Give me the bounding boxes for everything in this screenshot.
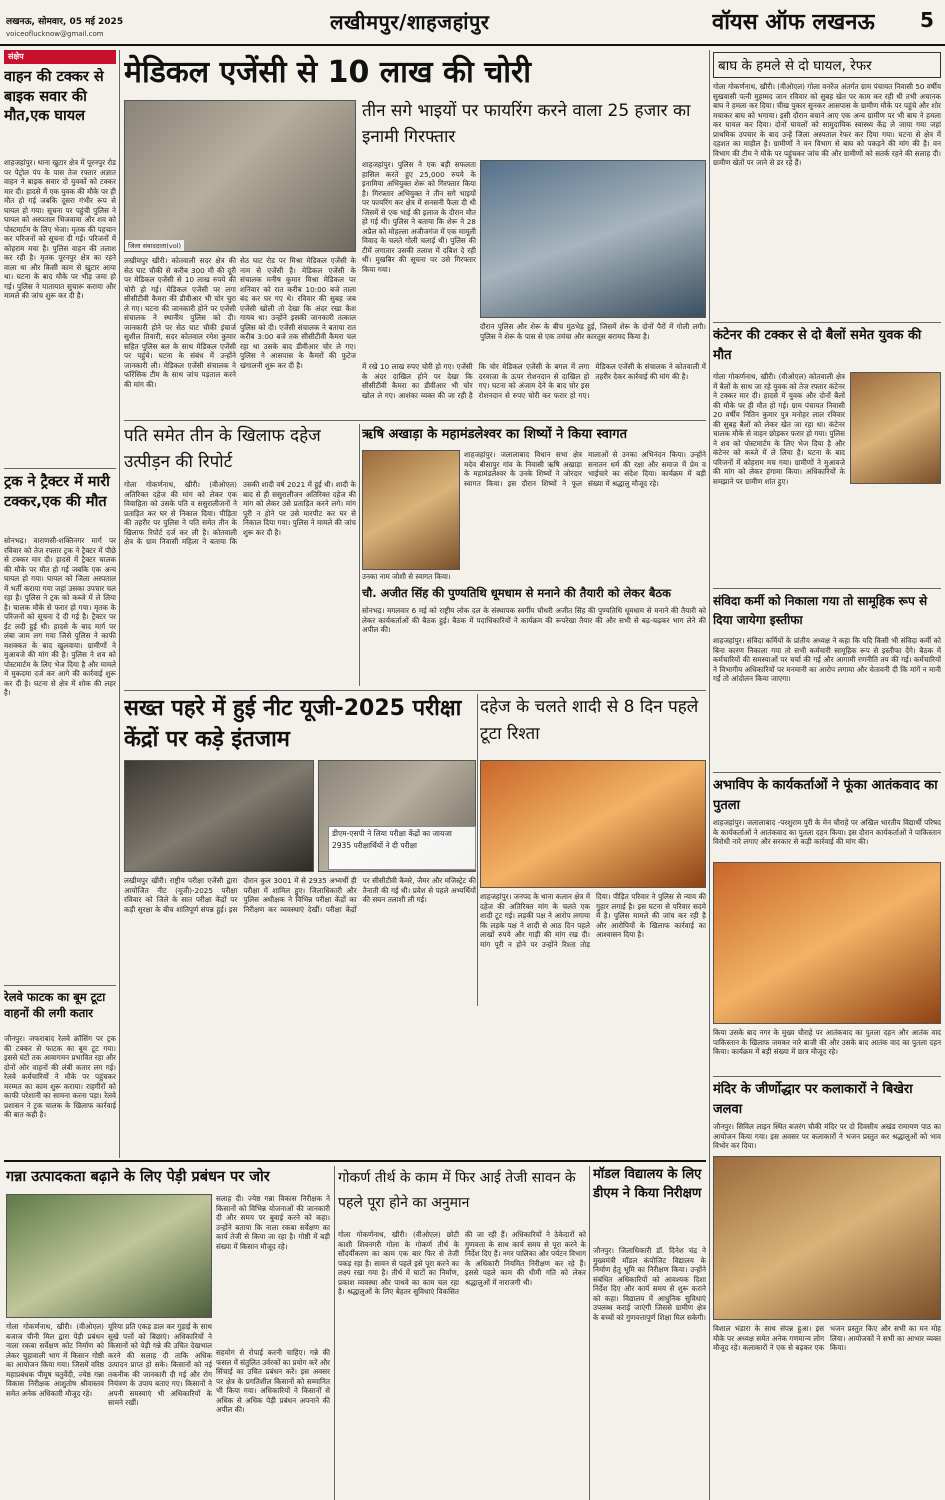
marriage-body: शाहजहांपुर। जनपद के थाना कलान क्षेत्र में दहेज की अतिरिक्त मांग के चलते एक शादी टूट गई। लड़की पक्ष ने आरोप लगाया कि लड़के पक्ष ने शादी से आठ दिन पहले लाखों रुपये और गाड़ी की मांग रख दी। मांग पूरी न होने पर उन्होंने रिश्ता तोड़ दिया। पीड़ित परिवार ने पुलिस से न्याय की गुहार लगाई है। इस घटना से परिवार सदमे में है। पुलिस मामले की जांच कर रही है और आरोपियों के खिलाफ कार्रवाई का आश्वासन दिया है। — [480, 892, 706, 949]
brothers-photo-caption: दौरान पुलिस और शेरू के बीच मुठभेड़ हुई, जिसमें शेरू के दोनों पैरों में गोली लगी। पुलिस ने शेरू के पास से एक तमंचा और कारतूस बरामद किया है। — [480, 322, 706, 341]
lead-bottom-rule — [124, 420, 706, 421]
temple-body: जौनपुर। सिविल लाइन स्थित बजरंग चौकी मंदिर पर दो दिवसीय अखंड रामायण पाठ का आयोजन किया गया। इस अवसर पर कलाकारों ने भजन प्रस्तुत कर श्रद्धालुओं को भाव विभोर कर दिया। — [713, 1122, 941, 1150]
marriage-headline: दहेज के चलते शादी से 8 दिन पहले टूटा रिश्ता — [480, 697, 699, 745]
container-photo — [850, 372, 941, 484]
sugarcane-photo — [6, 1194, 212, 1318]
akhada-headline: ऋषि अखाड़ा के महामंडलेश्वर का शिष्यों ने किया स्वागत — [362, 427, 628, 442]
col-rule-2 — [359, 424, 360, 686]
lead-body-col1: लखीमपुर खीरी। कोतवाली सदर क्षेत्र की सेठ घाट चौकी से करीब 300 मी की दूरी पर मेडिकल एजेंसी से 10 लाख रुपये की चोरी हो गई। मेडिकल एजेंसी पर लगा सीसीटीवी कैमरा की डीवीआर भी चोर चुरा ले गए। घटना की जानकारी होने पर एजेंसी संचालक ने स्थानीय पुलिस को दी। जानकारी होने पर सेठ घाट चौकी इंचार्ज सुशील तिवारी, सदर कोतवाल रमेश कुमार सहित पुलिस बल के साथ मेडिकल एजेंसी पर पहुंचे। घटना के संबंध में उन्होंने जानकारी ली। मेडिकल एजेंसी संचालक ने फॉरेंसिक टीम के साथ जांच पड़ताल करने की मांग की। — [124, 256, 236, 389]
neet-photo-1 — [124, 760, 314, 872]
brothers-body: शाहजहांपुर। पुलिस ने एक बड़ी सफलता हासिल करते हुए 25,000 रुपये के इनामिया अभियुक्त शेरू को गिरफ्तार किया है। गिरफ्तार अभियुक्त ने तीन सगे भाइयों पर फायरिंग कर क्षेत्र में सनसनी फैला दी थी जिसमें से एक भाई की इलाज के दौरान मौत हो गई थी। पुलिस ने बताया कि शेरू ने 28 अप्रैल को मोहल्ला अजीजगंज में एक मामूली विवाद के चलते गोली चलाई थी। पुलिस की टीमें लगातार उसकी तलाश में दबिश दे रही थीं। मुखबिर की सूचना पर उसे गिरफ्तार किया गया। — [362, 160, 476, 274]
sidebar-story2-body: सोनभद्र। वाराणसी-शक्तिनगर मार्ग पर रविवार को तेज रफ्तार ट्रक ने ट्रैक्टर में पीछे से टक्कर मार दी। हादसे में ट्रैक्टर चालक की मौके पर मौत हो गई जबकि एक अन्य घायल हो गया। घायल को जिला अस्पताल में भर्ती कराया गया जहां उसका उपचार चल रहा है। पुलिस ने ट्रक को कब्जे में ले लिया है। चालक मौके से फरार हो गया। मृतक के परिजनों को सूचना दे दी गई है। ट्रैक्टर पर ईंट लदी हुई थी। हादसे के बाद मार्ग पर लंबा जाम लग गया जिसे पुलिस ने काफी मशक्कत के बाद खुलवाया। ग्रामीणों ने मुआवजे की मांग की है। पुलिस ने शव को पोस्टमार्टम के लिए भेज दिया है और मामले में मुकदमा दर्ज कर आगे की कार्रवाई शुरू कर दी है। घटना से क्षेत्र में शोक की लहर है। — [4, 536, 116, 697]
email: voiceoflucknow@gmail.com — [6, 30, 104, 38]
contract-headline: संविदा कर्मी को निकाला गया तो सामूहिक रूप से दिया जायेगा इस्तीफा — [713, 594, 928, 627]
neet-body: लखीमपुर खीरी। राष्ट्रीय परीक्षा एजेंसी द्वारा आयोजित नीट (यूजी)-2025 परीक्षा रविवार को जिले के सात परीक्षा केंद्रों पर कड़ी सुरक्षा के बीच शांतिपूर्ण संपन्न हुई। इस दौरान कुल 3001 में से 2935 अभ्यर्थी ही परीक्षा में शामिल हुए। जिलाधिकारी और पुलिस अधीक्षक ने विभिन्न परीक्षा केंद्रों का निरीक्षण कर व्यवस्थाएं देखीं। परीक्षा केंद्रों पर सीसीटीवी कैमरे, जैमर और मजिस्ट्रेट की तैनाती की गई थी। प्रवेश से पहले अभ्यर्थियों की सघन तलाशी ली गई। — [124, 876, 476, 914]
col-rule-3 — [477, 694, 478, 1006]
neet-bullets — [328, 820, 476, 821]
akhada-photo-caption: उनका नाम जोशी से स्वागत किया। — [362, 572, 451, 581]
col-rule-6 — [589, 1166, 590, 1500]
lead-photo — [124, 100, 356, 252]
ajit-body: सोनभद्र। मगलवार 6 मई को राष्ट्रीय लोक दल के संस्थापक स्वर्गीय चौधरी अजीत सिंह की पुण्यतिथि धूमधाम से मनाने की तैयारी को लेकर कार्यकर्ताओं की बैठक हुई। बैठक में पदाधिकारियों ने कार्यक्रम की रूपरेखा तैयार की और सभी से बढ़-चढ़कर भाग लेने की अपील की। — [362, 606, 706, 634]
paper-name: वॉयस ऑफ लखनऊ — [712, 10, 875, 35]
lead-headline: मेडिकल एजेंसी से 10 लाख की चोरी — [124, 55, 532, 90]
sugarcane-headline: गन्ना उत्पादकता बढ़ाने के लिए पेड़ी प्रबंधन पर जोर — [6, 1169, 270, 1185]
tiger-body: गोला गोकर्णनाथ, खीरी। (वीओएल) गोला वनरेंज अंतर्गत ग्राम पंचायत निवासी 50 वर्षीय सुखवासी पत्नी मुहम्मद जान रविवार को सुबह खेत पर काम कर रही थी तभी अचानक बाघ ने हमला कर दिया। चीख पुकार सुनकर आसपास के ग्रामीण मौके पर पहुंचे और शोर मचाकर बाघ को भगाया। इसी दौरान बचाने आए एक अन्य ग्रामीण पर भी बाघ ने हमला कर घायल कर दिया। दोनों घायलों को सामुदायिक स्वास्थ्य केंद्र ले जाया गया जहां प्राथमिक उपचार के बाद उन्हें जिला अस्पताल रेफर कर दिया गया। घटना से क्षेत्र में दहशत का माहौल है। ग्रामीणों ने वन विभाग से बाघ को पकड़ने की मांग की है। वन विभाग की टीम ने मौके पर पहुंचकर जांच की और ग्रामीणों को सतर्क रहने की सलाह दी। ग्रामीण खेतों पर जाने से डर रहे हैं। — [713, 82, 941, 167]
model-school-body: जौनपुर। जिलाधिकारी डॉ. दिनेश चंद्र ने मुख्यमंत्री मॉडल कंपोजिट विद्यालय के निर्माण हेतु भूमि का निरीक्षण किया। उन्होंने संबंधित अधिकारियों को आवश्यक दिशा निर्देश दिए और कार्य समय से शुरू कराने को कहा। विद्यालय में आधुनिक सुविधाएं उपलब्ध कराई जाएंगी जिससे ग्रामीण क्षेत्र के बच्चों को गुणवत्तापूर्ण शिक्षा मिल सकेगी। — [593, 1246, 706, 1322]
lead-photo-caption: जिला संवाददाता(vol) — [125, 240, 184, 251]
neet-bullet-list — [328, 826, 476, 870]
col-rule-4 — [709, 50, 710, 1500]
col-rule-1 — [119, 50, 120, 1158]
masthead-rule — [0, 44, 945, 46]
lead-body-col2: सेठ घाट रोड पर मिश्रा मेडिकल एजेंसी के नाम से एजेंसी है। मेडिकल एजेंसी के संचालक मनीष कुमार मिश्रा मेडिकल पर शनिवार को रात करीब 10:00 बजे ताला बंद कर घर गए थे। रविवार की सुबह जब एजेंसी खोली तो देखा कि अंदर रखा कैश गायब था। उन्होंने इसकी जानकारी तत्काल पुलिस को दी। एजेंसी संचालक ने बताया रात करीब 3:00 बजे तक सीसीटीवी कैमरा चल रहा था उसके बाद डीवीआर चोर ले गए। पुलिस ने आसपास के कैमरों की फुटेज खंगालनी शुरू कर दी है। — [240, 256, 356, 370]
sugarcane-body3: सलाह दी। ज्येष्ठ गन्ना विकास निरीक्षक ने किसानों को विभिन्न योजनाओं की जानकारी दी और समय पर बुवाई करने को कहा। उन्होंने बताया कि नाला रकबा सर्वेक्षण का कार्य तेजी से किया जा रहा है। गोष्ठी में बड़ी संख्या में किसान मौजूद रहे। — [216, 1194, 330, 1251]
gokarn-headline: गोकर्ण तीर्थ के काम में फिर आई तेजी सावन के पहले पूरा होने का अनुमान — [338, 1170, 576, 1212]
abvp-photo — [713, 862, 941, 1024]
abvp-headline: अभाविप के कार्यकर्ताओं ने फूंका आतंकवाद का पुतला — [713, 778, 938, 813]
abvp-body: शाहजहांपुर। जलालाबाद -परशुराम पुरी के मेन चौराहे पर अखिल भारतीय विद्यार्थी परिषद के कार्यकर्ताओं ने आतंकवाद का पुतला दहन किया। इस दौरान कार्यकर्ताओं ने पाकिस्तान विरोधी नारे लगाए और सरकार से कड़ी कार्रवाई की मांग की। — [713, 818, 941, 846]
model-school-headline: मॉडल विद्यालय के लिए डीएम ने किया निरीक्षण — [593, 1167, 702, 1201]
right-rule-4 — [713, 1076, 941, 1077]
lead-body-col3: में रखे 10 लाख रुपए चोरी हो गए। एजेंसी के अंदर दाखिल होने पर देखा कि सीसीटीवी कैमरा का डीवीआर भी चोर खोल ले गए। आशंका व्यक्त की जा रही है कि चोर मेडिकल एजेंसी के बगल में लगा दरवाजा के ऊपर रोशनदान से दाखिल हो गए। घटना को अंजाम देने के बाद चोर इस रोशनदान से रुपए चोरी कर फरार हो गए। मेडिकल एजेंसी के संचालक ने कोतवाली में तहरीर देकर कार्रवाई की मांग की है। — [362, 362, 706, 400]
sidebar-story1-body: शाहजहांपुर। थाना खुटार क्षेत्र में पूरनपुर रोड पर पेट्रोल पंप के पास तेज रफ्तार अज्ञात वाहन ने बाइक सवार दो युवकों को टक्कर मार दी। हादसे में एक युवक की मौके पर ही मौत हो गई जबकि दूसरा गंभीर रूप से घायल हो गया। सूचना पर पहुंची पुलिस ने घायल को अस्पताल भिजवाया और शव को पोस्टमार्टम के लिए भेजा। मृतक की पहचान कर परिजनों को सूचना दी गई। परिजनों में कोहराम मचा है। पुलिस वाहन की तलाश कर रही है। मृतक पूरनपुर क्षेत्र का रहने वाला था और किसी काम से खुटार आया था। घटना के बाद मौके पर भीड़ जमा हो गई। पुलिस ने यातायात सुचारू कराया और मामले की जांच शुरू कर दी है। — [4, 158, 116, 300]
sidebar-divider-1 — [4, 468, 116, 469]
dowry-headline: पति समेत तीन के खिलाफ दहेज उत्पीड़न की रिपोर्ट — [124, 426, 321, 472]
sidebar-story3-headline: रेलवे फाटक का बूम टूटा वाहनों की लगी कतार — [4, 990, 106, 1020]
brothers-photo — [480, 160, 706, 318]
neet-headline: सख्त पहरे में हुई नीट यूजी-2025 परीक्षा केंद्रों पर कड़े इंतजाम — [124, 696, 462, 752]
col-rule-5 — [334, 1166, 335, 1500]
right-rule-3 — [713, 772, 941, 773]
sugarcane-body: गोला गोकर्णनाथ, खीरी। (वीओएल) बजाज चीनी मिल द्वारा पेड़ी प्रबंधन नाला रकबा सर्वेक्षण कोट निर्माण को लेकर चुहावाली भाग में किसान गोष्ठी का आयोजन किया गया। जिसमें वरिष्ठ महाप्रबंधक पीयूष चतुर्वेदी, ज्येष्ठ गन्ना विकास निरीक्षक आशुतोष श्रीवास्तव समेत अनेक अधिकारी मौजूद रहे। — [6, 1322, 104, 1398]
sidebar-story1-headline: वाहन की टक्कर से बाइक सवार की मौत,एक घायल — [4, 69, 104, 125]
contract-body: शाहजहांपुर। संविदा कर्मियों के प्रांतीय अध्यक्ष ने कहा कि यदि किसी भी संविदा कर्मी को बिना कारण निकाला गया तो सभी कर्मचारी सामूहिक रूप से इस्तीफा देंगे। बैठक में कर्मचारियों की समस्याओं पर चर्चा की गई और आगामी रणनीति तय की गई। कर्मचारियों ने विभागीय अधिकारियों पर मनमानी का आरोप लगाया और चेतावनी दी कि मांगें न मानी गईं तो आंदोलन किया जाएगा। — [713, 636, 941, 683]
right-rule-2 — [713, 588, 941, 589]
sidebar-story3-body: जौनपुर। जफराबाद रेलवे क्रॉसिंग पर ट्रक की टक्कर से फाटक का बूम टूट गया। इससे घंटों तक आवागमन प्रभावित रहा और दोनों ओर वाहनों की लंबी कतार लग गई। रेलवे कर्मचारियों ने मौके पर पहुंचकर मरम्मत का काम शुरू कराया। राहगीरों को काफी परेशानी का सामना करना पड़ा। रेलवे प्रशासन ने ट्रक चालक के खिलाफ कार्रवाई की बात कही है। — [4, 1034, 116, 1119]
temple-body2: विशाल भंडारा के साथ संपन्न हुआ। इस मौके पर अध्यक्ष समेत अनेक गणमान्य लोग मौजूद रहे। कलाकारों ने एक से बढ़कर एक भजन प्रस्तुत किए और सभी का मन मोह लिया। आयोजकों ने सभी का आभार व्यक्त किया। — [713, 1324, 941, 1352]
sidebar-story2-headline: ट्रक ने ट्रैक्टर में मारी टक्कर,एक की मौत — [4, 474, 110, 510]
sidebar-divider-2 — [4, 985, 116, 986]
ajit-headline: चौ. अजीत सिंह की पुण्यतिथि धूमधाम से मनाने की तैयारी को लेकर बैठक — [362, 586, 671, 600]
marriage-photo — [480, 760, 706, 888]
dateline: लखनऊ, सोमवार, 05 मई 2025 — [6, 17, 124, 27]
neet-bullet-1: डीएम-एसपी ने लिया परीक्षा केंद्रों का जायजा — [332, 829, 452, 838]
neet-bullet-2: 2935 परीक्षार्थियों ने दी परीक्षा — [332, 840, 417, 850]
gokarn-body: गोला गोकर्णनाथ, खीरी। (वीओएल) छोटी काशी शिवनगरी गोला के गोकर्ण तीर्थ के सौंदर्यीकरण का काम एक बार फिर से तेजी पकड़ रहा है। सावन से पहले इसे पूरा करने का लक्ष्य रखा गया है। तीर्थ में घाटों का निर्माण, प्रकाश व्यवस्था और पाथवे का काम चल रहा है। श्रद्धालुओं के लिए बेहतर सुविधाएं विकसित की जा रही हैं। अधिकारियों ने ठेकेदारों को गुणवत्ता के साथ कार्य समय से पूरा करने के निर्देश दिए हैं। नगर पालिका और पर्यटन विभाग के अधिकारी नियमित निरीक्षण कर रहे हैं। इससे पहले काम की धीमी गति को लेकर श्रद्धालुओं में नाराजगी थी। — [338, 1230, 586, 1296]
temple-headline: मंदिर के जीर्णोद्धार पर कलाकारों ने बिखेरा जलवा — [713, 1082, 913, 1117]
container-headline: कंटेनर की टक्कर से दो बैलों समेत युवक की मौत — [713, 328, 922, 363]
sugarcane-body4: सहयोग से रोपाई करनी चाहिए। गन्ने की फसल में संतुलित उर्वरकों का प्रयोग करें और सिंचाई का उचित प्रबंधन करें। इस अवसर पर क्षेत्र के प्रगतिशील किसानों को सम्मानित भी किया गया। अधिकारियों ने किसानों से अधिक से अधिक पेड़ी प्रबंधन अपनाने की अपील की। — [216, 1348, 330, 1414]
container-body: गोला गोकर्णनाथ, खीरी। (वीओएल) कोतवाली क्षेत्र में बैलों के साथ जा रहे युवक को तेज रफ्तार कंटेनर ने टक्कर मार दी। हादसे में युवक और दोनों बैलों की मौके पर ही मौत हो गई। ग्राम पंचायत निवासी 20 वर्षीय नितिन कुमार पुत्र मनोहर लाल रविवार की सुबह बैलों को लेकर खेत जा रहा था। कंटेनर चालक मौके से वाहन छोड़कर फरार हो गया। पुलिस ने शव को पोस्टमार्टम के लिए भेज दिया है और कंटेनर को कब्जे में ले लिया है। घटना के बाद परिजनों में कोहराम मच गया। ग्रामीणों ने मुआवजे की मांग को लेकर हंगामा किया। अधिकारियों के समझाने पर ग्रामीण शांत हुए। — [713, 372, 845, 486]
dowry-body: गोला गोकर्णनाथ, खीरी। (वीओएल) अतिरिक्त दहेज की मांग को लेकर एक विवाहिता को उसके पति व ससुरालीजनों ने प्रताड़ित कर घर से निकाल दिया। पीड़िता की तहरीर पर पुलिस ने पति समेत तीन के खिलाफ रिपोर्ट दर्ज कर ली है। कोतवाली क्षेत्र के ग्राम निवासी महिला ने बताया कि उसकी शादी वर्ष 2021 में हुई थी। शादी के बाद से ही ससुरालीजन अतिरिक्त दहेज की मांग को लेकर उसे प्रताड़ित करने लगे। मांग पूरी न होने पर उसे मारपीट कर घर से निकाल दिया गया। पुलिस ने मामले की जांच शुरू कर दी है। — [124, 480, 356, 546]
section-title: लखीमपुर/शाहजहांपुर — [330, 10, 490, 34]
mid-rule — [124, 690, 706, 691]
tiger-headline: बाघ के हमले से दो घायल, रेफर — [718, 58, 872, 74]
right-rule-1 — [713, 322, 941, 323]
akhada-photo — [362, 450, 460, 570]
abvp-body2: किया उसके बाद नगर के मुख्य चौराहे पर आतंकवाद का पुतला दहन और आतंक वाद पाकिस्तान के खिलाफ जमकर नारे बाजी की और उसके बाद आतंक वाद का पुतला दहन किया। कार्यक्रम में बड़ी संख्या में छात्र मौजूद रहे। — [713, 1028, 941, 1056]
sidebar-label: संक्षेप — [4, 50, 116, 64]
temple-photo — [713, 1156, 941, 1320]
bottom-rule — [4, 1160, 706, 1162]
sidebar — [4, 50, 116, 1155]
tiger-headline-box — [713, 52, 941, 78]
brothers-headline: तीन सगे भाइयों पर फायरिंग करने वाला 25 हजार का इनामी गिरफ्तार — [362, 101, 691, 148]
akhada-body: शाहजहांपुर। जलालाबाद विधान सभा क्षेत्र मदेव बीसापुर गांव के निवासी ऋषि अखाड़ा के महामंडलेश्वर के उनके शिष्यों ने जोरदार स्वागत किया। इस दौरान शिष्यों ने फूल मालाओं से उनका अभिनंदन किया। उन्होंने सनातन धर्म की रक्षा और समाज में प्रेम व भाईचारे का संदेश दिया। कार्यक्रम में बड़ी संख्या में श्रद्धालु मौजूद रहे। — [464, 450, 706, 488]
sugarcane-body2: यूरिया प्रति एकड़ डाल कर गुड़ाई के साथ सूखे पत्तों को बिछाएं। अधिकारियों ने किसानों को पेड़ी गन्ने की उचित देखभाल करने की सलाह दी ताकि अधिक उत्पादन प्राप्त हो सके। किसानों को नई तकनीक की जानकारी दी गई और रोग नियंत्रण के उपाय बताए गए। किसानों ने अपनी समस्याएं भी अधिकारियों के सामने रखीं। — [108, 1322, 212, 1407]
page-number: 5 — [920, 8, 934, 32]
